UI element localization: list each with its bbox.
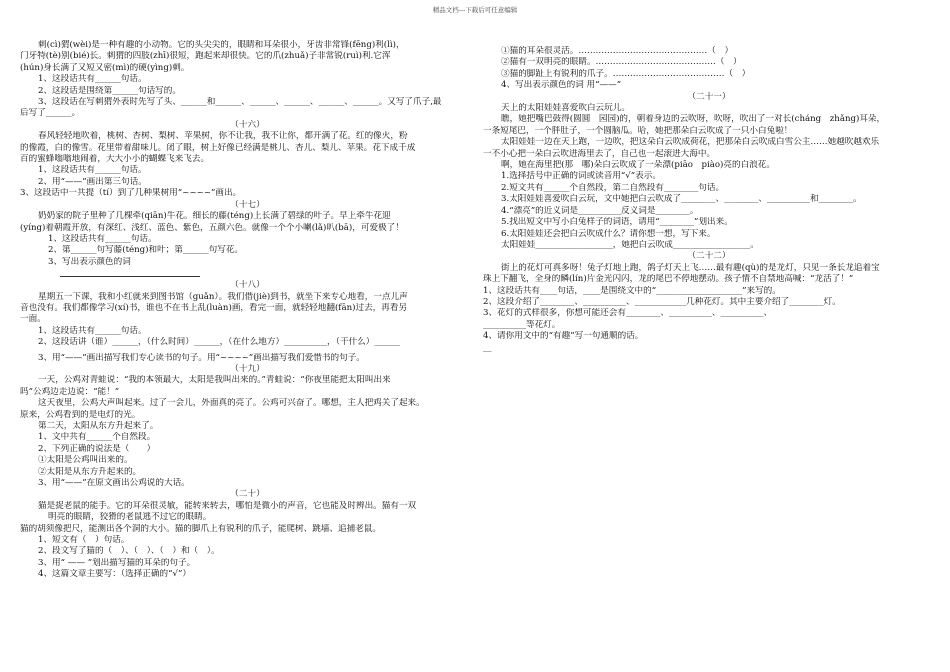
text-line: 太阳娃娃一边在天上跑，一边吹，把这朵白云吹成荷花，把那朵白云吹成白雪公主……她越吹越欢乐: [501, 137, 880, 148]
text-line: 3、写出表示颜色的词: [48, 256, 131, 267]
text-line: 春风轻轻地吹着，桃树、杏树、梨树、苹果树，你不让我，我不让你，都开满了花。红的像火，粉: [38, 131, 408, 142]
text-line: 天上的太阳娃娃喜爱吹白云玩儿。: [501, 103, 630, 114]
right-column: [483, 46, 935, 354]
text-line: 吗”公鸡边走边说：“能！”: [20, 386, 120, 397]
text-line: 5.找出短文中写小白兔样子的词语，请用“________”划出来。: [501, 217, 733, 228]
text-line: 1、这段话共有______句话。: [38, 325, 147, 336]
text-line: ③猫的脚趾上有锐利的爪子。…………………………………（ ）: [501, 68, 751, 79]
text-line: 猫是捉老鼠的能手。它的耳朵很灵敏，能转来转去，哪怕是微小的声音，它也能及时辨出。猫有一双: [38, 500, 417, 511]
text-line: 3、花灯的式样很多，你想可能还会有________、__________、__________、: [483, 308, 773, 319]
text-line: 星期五一下课，我和小红就来到图书馆（guǎn）。我们借(jiè)到书，就坐下来专心地看，一点儿声: [38, 291, 408, 302]
text-line: 3、这段话在写刺猬外表时先写了头、______和______、______、______、______、______。又写了爪子,最: [38, 97, 442, 108]
text-line: ②太阳是从东方升起来的。: [38, 466, 142, 477]
text-line: 1、文中共有______个自然段。: [38, 432, 156, 443]
text-line: 3.太阳娃娃喜爱吹白云玩，文中她把白云吹成了________、________、__________和________。: [501, 194, 862, 205]
text-line: 一不小心把一朵白云吹进海里去了，自己也一起滚进大海中。: [483, 148, 716, 159]
text-line: （十八）: [230, 280, 265, 291]
text-line: 1、这段话共有______句话。: [38, 74, 147, 85]
text-line: 一面。: [20, 314, 46, 325]
text-line: 一天，公鸡对青蛙说：“我的本领最大，太阳是我叫出来的。”青蛙说：“你夜里能把太阳叫出来: [38, 375, 391, 386]
text-line: 音也没有。我们都像学习(xí)书，谁也不在书上乱(luàn)画，看完一面，就轻轻地翻(fān)过去，再看另: [20, 302, 408, 313]
text-line: ②猫有一双明亮的眼睛。……………………………………（ ）: [501, 57, 742, 68]
text-line: 这天夜里，公鸡大声叫起来。过了一会儿，外面真的亮了。公鸡可兴奋了。哪想，主人把鸡关了起来。: [38, 398, 425, 409]
text-line: 2、段文写了猫的（ ）、（ ）、（ ）和（ ）。: [38, 546, 220, 557]
text-line: ①太阳是公鸡叫出来的。: [38, 455, 133, 466]
text-line: 一条短尾巴，一个胖肚子，一个圆脑瓜。哈，她把那朵白云吹成了一只小白兔啦！: [483, 125, 793, 136]
text-line: 2、这段介绍了________、__________、____________几种花灯。其中主要介绍了________灯。: [483, 296, 841, 307]
text-line: (yíng)着朝霞开放，有深红、浅红、蓝色、紫色，五颜六色。就像一个个小喇(lǎ)叭(bā)，可爱极了！: [20, 222, 404, 233]
text-line: 4、写出表示颜色的词 用“——”: [501, 80, 622, 91]
text-line: 明亮的眼睛，狡猾的老鼠逃不过它的眼睛。: [48, 512, 212, 523]
text-line: 3、这段话中一共提（tí）到了几种果树用“~~~~”画出。: [20, 188, 242, 199]
text-line: 3、用“——”在原文画出公鸡说的大话。: [38, 478, 190, 489]
text-line: （二十一）: [687, 91, 731, 102]
text-line: 啊，她在海里把(那 哪)朵白云吹成了一朵漂(piāo piào)亮的白浪花。: [501, 160, 775, 171]
text-line: 2、用“——”画出第三句话。: [38, 176, 147, 187]
text-line: 街上的花灯可真多呀！兔子灯地上跑，鸽子灯天上飞……最有趣(qù)的是龙灯，只见一条长龙追着宝: [501, 262, 880, 273]
text-line: 猫的胡须像把尺，能测出各个洞的大小。猫的脚爪上有锐利的爪子，能爬树、跳墙、追捕老鼠。: [20, 523, 381, 534]
page-header: 精品文档---下载后可任意编辑: [432, 6, 518, 14]
text-line: （二十）: [230, 489, 265, 500]
text-line: 1、这段话共有______句话。: [48, 233, 157, 244]
text-line: 2、下列正确的说法是（ ）: [38, 443, 156, 454]
text-line: __: [483, 342, 492, 353]
text-line: __________等花灯。: [483, 319, 561, 330]
text-line: 奶奶家的院子里种了几棵牵(qiān)牛花。细长的藤(téng)上长满了碧绿的叶子。早上牵牛花迎: [38, 211, 391, 222]
text-line: 珠上下翻飞，全身的鳞(lín)片金光闪闪，龙的尾巴不停地摆动。孩子情不自禁地高喊：“龙活了！”: [483, 274, 854, 285]
text-line: 3、用“ —— ”划出描写猫的耳朵的句子。: [38, 557, 196, 568]
text-line: 1、这段话共有______句话。: [38, 165, 147, 176]
text-line: 百的蜜蜂嗡嗡地闹着，大大小小的蝴蝶飞来飞去。: [20, 154, 210, 165]
text-line: 6.太阳娃娃还会把白云吹成什么？请你想一想，写下来。: [501, 228, 716, 239]
text-line: 4.“漂亮”的近义词是__________反义词是________。: [501, 205, 699, 216]
text-line: 原来，公鸡看到的是电灯的光。: [20, 409, 141, 420]
text-line: 2.短文共有______个自然段，第二自然段有________句话。: [501, 182, 725, 193]
text-line: 瞧，她把嘴巴鼓得(圆圆 园园)的，朝着身边的云吹呀，吹呀，吹出了一对长(cháng zhǎng)耳朵，: [501, 114, 886, 125]
text-line: 刺(cì)猬(wèi)是一种有趣的小动物。它的头尖尖的，眼睛和耳朵很小，牙齿非常锋(fēng)利(lì)，: [38, 40, 405, 50]
text-line: 门牙特(tè)别(bié)长。刺猬的四肢(zhī)很短，跑起来却很快。它的爪(zhuǎ)子非常锐(ruì)利.它浑: [20, 51, 391, 62]
text-line: 2、这段话讲（谁）______，（什么时间）______，（在什么地方）__________，（干什么）______: [38, 337, 401, 348]
text-line: 1.选择括号中正确的词或读音用“√”表示。: [501, 171, 661, 182]
text-line: 后写了______。: [20, 108, 81, 119]
text-line: （二十二）: [687, 251, 731, 262]
text-line: ①猫的耳朵很灵活。………………………………………（ ）: [501, 46, 734, 56]
text-line: 1、这段话共有____句话，____是围绕文中的“____________________”来写的。: [483, 285, 781, 296]
text-line: [60, 276, 200, 277]
text-line: 3、用“——”画出描写我们专心读书的句子。用“~~~~”画出描写我们爱惜书的句子。: [38, 352, 365, 363]
text-line: 1、短文有（ ）句话。: [38, 535, 130, 546]
text-line: 2、这段话是围绕第______句话写的。: [38, 85, 181, 96]
left-column: [20, 40, 475, 581]
text-line: (hún)身长满了又短又密(mì)的硬(yìng)刺。: [20, 62, 190, 73]
text-line: （十六）: [230, 119, 265, 130]
text-line: 第二天，太阳从东方升起来了。: [38, 421, 159, 431]
text-line: （十七）: [230, 199, 265, 210]
text-line: 太阳娃娃__________________，她把白云吹成__________________。: [501, 239, 759, 250]
text-line: 4、请你用文中的“有趣”写一句通顺的话。: [483, 331, 644, 342]
text-line: （十九）: [230, 363, 265, 374]
text-line: 2、第______句写藤(téng)和叶；第______句写花。: [48, 245, 244, 256]
text-line: 的像霞，白的像雪。花里带着甜味儿。闭了眼，树上好像已经满是桃儿、杏儿、梨儿、苹果。花下成千成: [20, 142, 416, 153]
text-line: 4、这篇文章主要写：（选择正确的“√”）: [38, 569, 191, 580]
